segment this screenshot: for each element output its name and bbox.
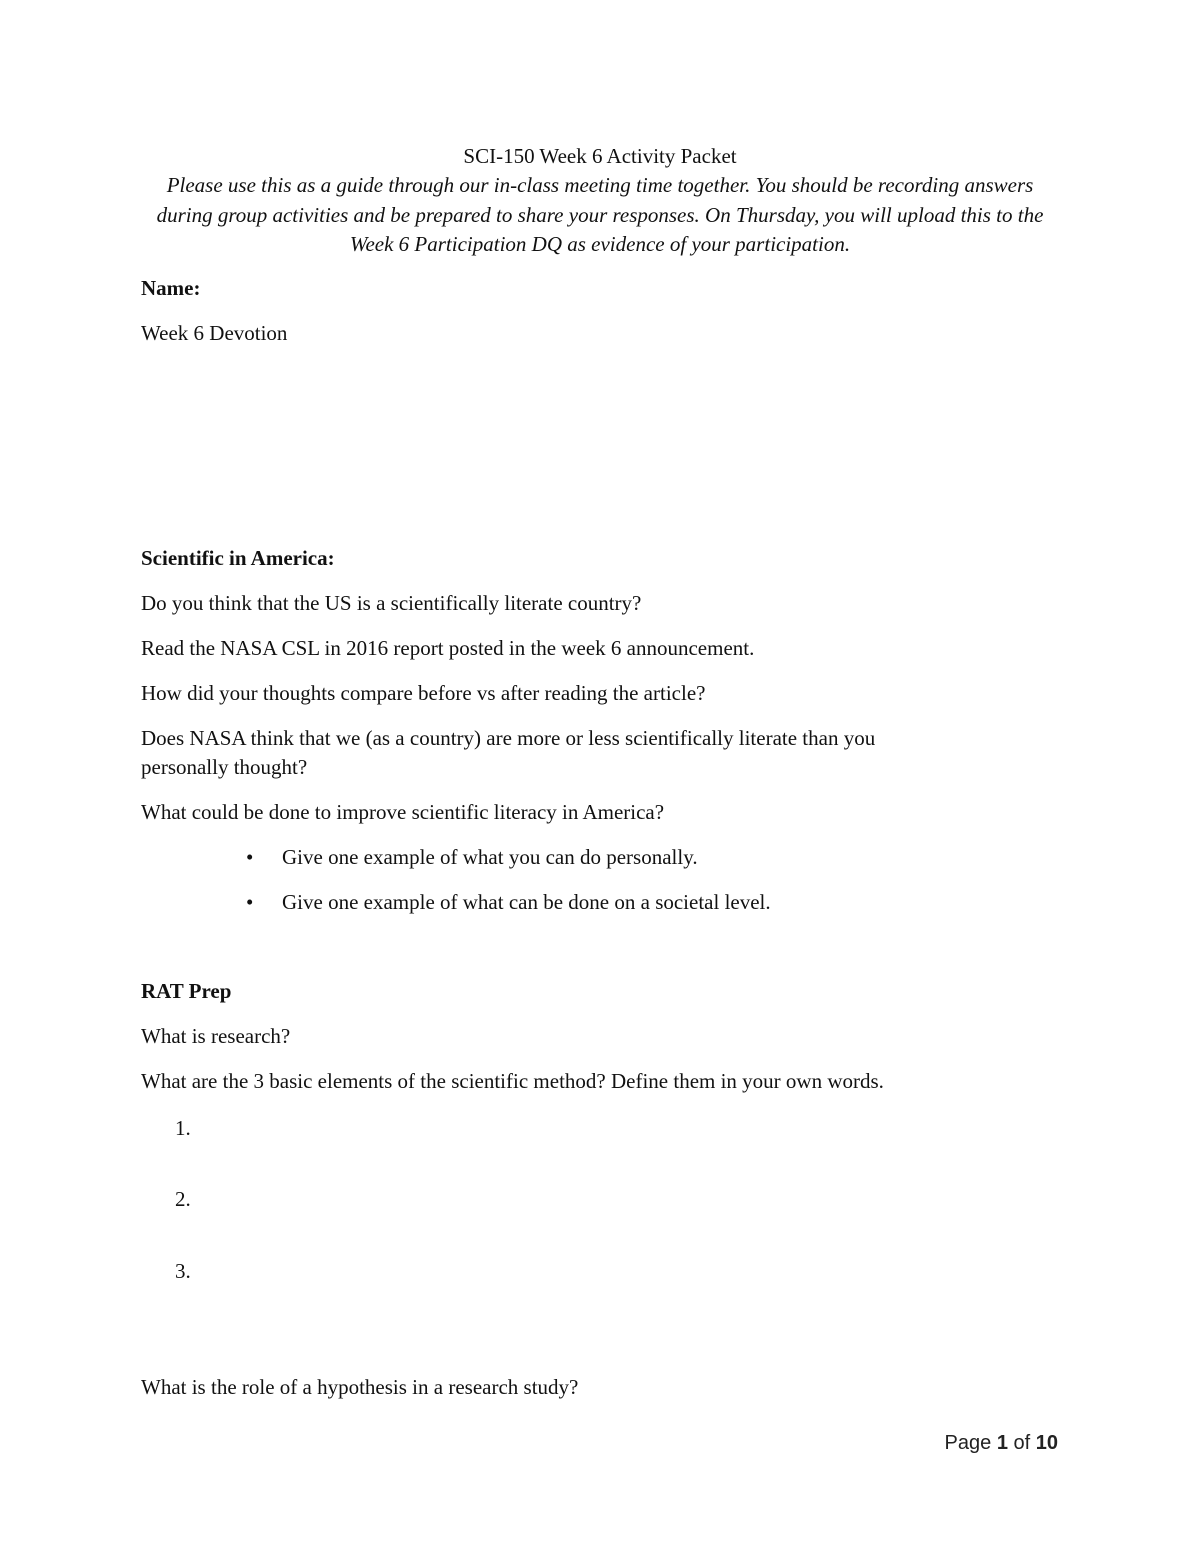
devotion-label: Week 6 Devotion (141, 321, 288, 345)
section-heading-rat-prep: RAT Prep (141, 979, 232, 1003)
numbered-item: 3. (175, 1259, 191, 1283)
question-what-is-research: What is research? (141, 1024, 291, 1048)
page-total: 10 (1035, 1432, 1058, 1454)
intro-paragraph: Please use this as a guide through our in-class meeting time together. You should be recording answers during group activities and be prepared to share your responses. On Thursday, you will upload this to the Week 6 Participation DQ as evidence of your participation. (156, 173, 1044, 256)
question-read-report: Read the NASA CSL in 2016 report posted in the week 6 announcement. (141, 636, 755, 660)
section-heading-scientific-america: Scientific in America: (141, 546, 335, 570)
question-compare-thoughts: How did your thoughts compare before vs after reading the article? (141, 681, 706, 705)
question-nasa-opinion-line1: Does NASA think that we (as a country) are more or less scientifically literate than you (141, 726, 876, 750)
bullet-glyph: • (246, 845, 254, 869)
question-hypothesis-role: What is the role of a hypothesis in a research study? (141, 1375, 579, 1399)
question-nasa-opinion-line2: personally thought? (141, 755, 308, 779)
bullet-item: Give one example of what you can do personally. (282, 845, 698, 869)
of-word: of (1013, 1432, 1031, 1454)
question-improve-literacy: What could be done to improve scientific literacy in America? (141, 800, 665, 824)
numbered-item: 2. (175, 1187, 191, 1211)
page-word: Page (944, 1432, 992, 1454)
page-current: 1 (996, 1432, 1008, 1454)
page-footer (945, 1429, 1058, 1457)
question-literate-country: Do you think that the US is a scientifically literate country? (141, 591, 642, 615)
bullet-glyph: • (246, 890, 254, 914)
bullet-item: Give one example of what can be done on a societal level. (282, 890, 771, 914)
question-scientific-method: What are the 3 basic elements of the scientific method? Define them in your own words. (141, 1069, 884, 1093)
document-title: SCI-150 Week 6 Activity Packet (463, 144, 737, 168)
name-label: Name: (141, 276, 201, 300)
numbered-item: 1. (175, 1116, 191, 1140)
